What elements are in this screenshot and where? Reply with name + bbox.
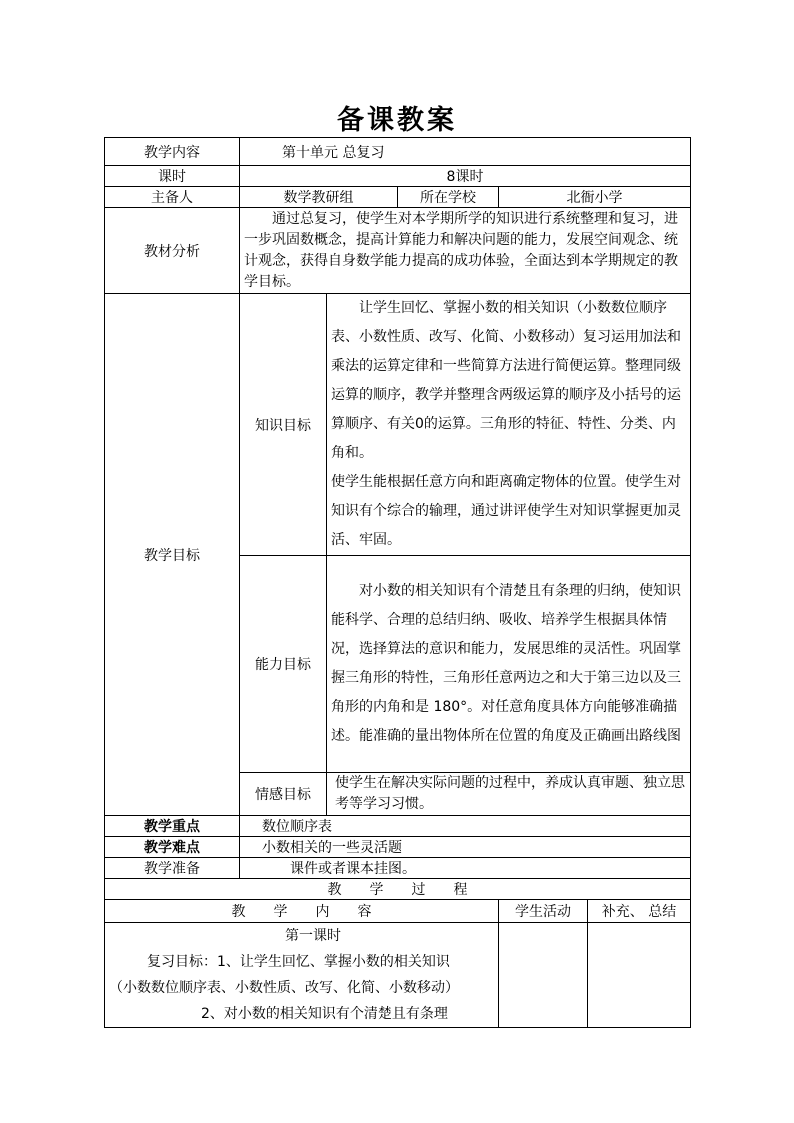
school-value: 北衙小学 xyxy=(499,187,691,208)
process-title: 教 学 过 程 xyxy=(105,879,691,900)
process-content-header: 教 学 内 容 xyxy=(105,900,499,923)
lesson-one-content xyxy=(105,923,499,1028)
hours-label: 课时 xyxy=(105,166,240,187)
row-preparer xyxy=(105,187,691,208)
row-key-point xyxy=(105,816,691,837)
row-difficulty xyxy=(105,837,691,858)
review-goal-line-2: （小数数位顺序表、小数性质、改写、化简、小数移动） xyxy=(109,980,459,996)
supplement-summary-cell xyxy=(588,923,691,1028)
ability-goal-label: 能力目标 xyxy=(240,556,327,773)
key-point-value: 数位顺序表 xyxy=(240,816,691,837)
student-activity-cell xyxy=(499,923,588,1028)
lesson-title: 第一课时 xyxy=(285,928,341,944)
emotion-goal-label: 情感目标 xyxy=(240,773,327,816)
difficulty-label: 教学难点 xyxy=(105,837,240,858)
row-process-header xyxy=(105,900,691,923)
ability-goal-value: 对小数的相关知识有个清楚且有条理的归纳，使知识能科学、合理的总结归纳、吸收、培养学生根据具体情况，选择算法的意识和能力，发展思维的灵活性。巩固掌握三角形的特性，三角形任意两边之和大于第三边以及三角形的内角和是 180°。对任意角度具体方向能够准确描述。能准确的量出物体所在位置的角度及正确画出路线图 xyxy=(327,556,691,773)
row-hours xyxy=(105,166,691,187)
teaching-content-label: 教学内容 xyxy=(105,138,240,166)
review-goal-line-1: 复习目标：1、让学生回忆、掌握小数的相关知识 xyxy=(147,954,450,970)
school-label: 所在学校 xyxy=(398,187,499,208)
hours-value: 8课时 xyxy=(240,166,691,187)
knowledge-goal-paragraph-2: 使学生能根据任意方向和距离确定物体的位置。使学生对知识有个综合的输理，通过讲评使学生对知识掌握更加灵活、牢固。 xyxy=(331,474,681,548)
teaching-content-value: 第十单元 总复习 xyxy=(240,138,691,166)
lesson-plan-table xyxy=(104,137,691,1028)
supplement-summary-header: 补充、 总结 xyxy=(588,900,691,923)
knowledge-goal-label: 知识目标 xyxy=(240,294,327,556)
preparation-value: 课件或者课本挂图。 xyxy=(240,858,691,879)
knowledge-goal-paragraph-1: 让学生回忆、掌握小数的相关知识（小数数位顺序表、小数性质、改写、化简、小数移动）复习运用加法和乘法的运算定律和一些简算方法进行简便运算。整理同级运算的顺序，教学并整理含两级运算的顺序及小括号的运算顺序、有关0的运算。三角形的特征、特性、分类、内角和。 xyxy=(331,300,681,461)
page-title: 备课教案 xyxy=(337,105,457,136)
row-lesson-one xyxy=(105,923,691,1028)
material-analysis-value: 通过总复习，使学生对本学期所学的知识进行系统整理和复习，进一步巩固数概念，提高计算能力和解决问题的能力，发展空间观念、统计观念，获得自身数学能力提高的成功体验，全面达到本学期规定的教学目标。 xyxy=(240,208,691,294)
row-process-title xyxy=(105,879,691,900)
material-analysis-label: 教材分析 xyxy=(105,208,240,294)
row-material-analysis xyxy=(105,208,691,294)
emotion-goal-value: 使学生在解决实际问题的过程中，养成认真审题、独立思考等学习习惯。 xyxy=(327,773,691,816)
preparer-value: 数学教研组 xyxy=(240,187,398,208)
preparer-label: 主备人 xyxy=(105,187,240,208)
student-activity-header: 学生活动 xyxy=(499,900,588,923)
knowledge-goal-value xyxy=(327,294,691,556)
difficulty-value: 小数相关的一些灵活题 xyxy=(240,837,691,858)
row-knowledge-goal xyxy=(105,294,691,556)
teaching-goals-label: 教学目标 xyxy=(105,294,240,816)
row-teaching-content xyxy=(105,138,691,166)
row-preparation xyxy=(105,858,691,879)
preparation-label: 教学准备 xyxy=(105,858,240,879)
key-point-label: 教学重点 xyxy=(105,816,240,837)
review-goal-line-3: 2、对小数的相关知识有个清楚且有条理 xyxy=(201,1006,448,1022)
